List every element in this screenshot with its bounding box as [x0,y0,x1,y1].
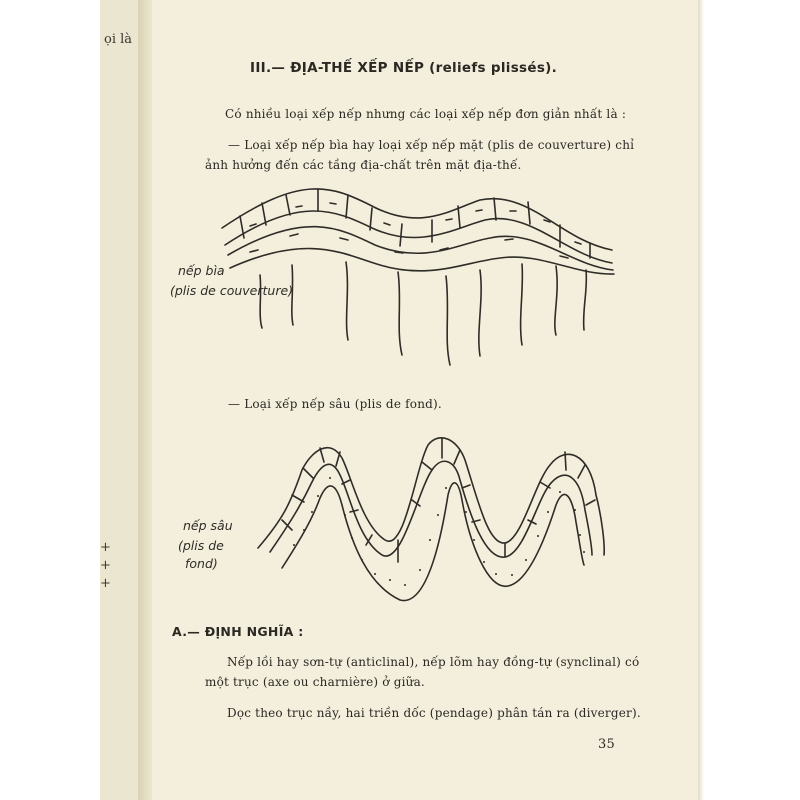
item1-line2: ảnh hưởng đến các tầng địa-chất trên mặt địa-thế. [205,158,522,172]
definition-line1: Nếp lồi hay sơn-tự (anticlinal), nếp lõm hay đồng-tự (synclinal) có [227,655,640,669]
subsection-heading: A.— ĐỊNH NGHĨA : [172,624,304,639]
page-number: 35 [598,737,615,752]
item2-line: — Loại xếp nếp sâu (plis de fond). [228,397,442,411]
section-heading: III.— ĐỊA-THẾ XẾP NẾP (reliefs plissés). [250,60,558,76]
figure1-label-2: (plis de couverture) [170,283,294,298]
figure2-label-2: (plis de [178,538,224,553]
item1-line1: — Loại xếp nếp bìa hay loại xếp nếp mặt (plis de couverture) chỉ [228,138,635,152]
intro-line: Có nhiều loại xếp nếp nhưng các loại xếp nếp đơn giản nhất là : [225,107,627,121]
adjacent-page-mark: + [100,558,111,573]
adjacent-page-mark: + [100,540,111,555]
adjacent-page-mark: + [100,576,111,591]
figure1-label-1: nếp bìa [178,263,225,278]
definition-para2: Dọc theo trục nầy, hai triền dốc (pendage) phân tán ra (diverger). [227,706,641,720]
dotted-layer [293,477,585,586]
figure2-label-1: nếp sâu [183,518,233,533]
adjacent-page-text: ọi là [104,32,133,47]
definition-line2: một trục (axe ou charnière) ở giữa. [205,675,425,689]
figure2-label-3: fond) [185,556,218,571]
